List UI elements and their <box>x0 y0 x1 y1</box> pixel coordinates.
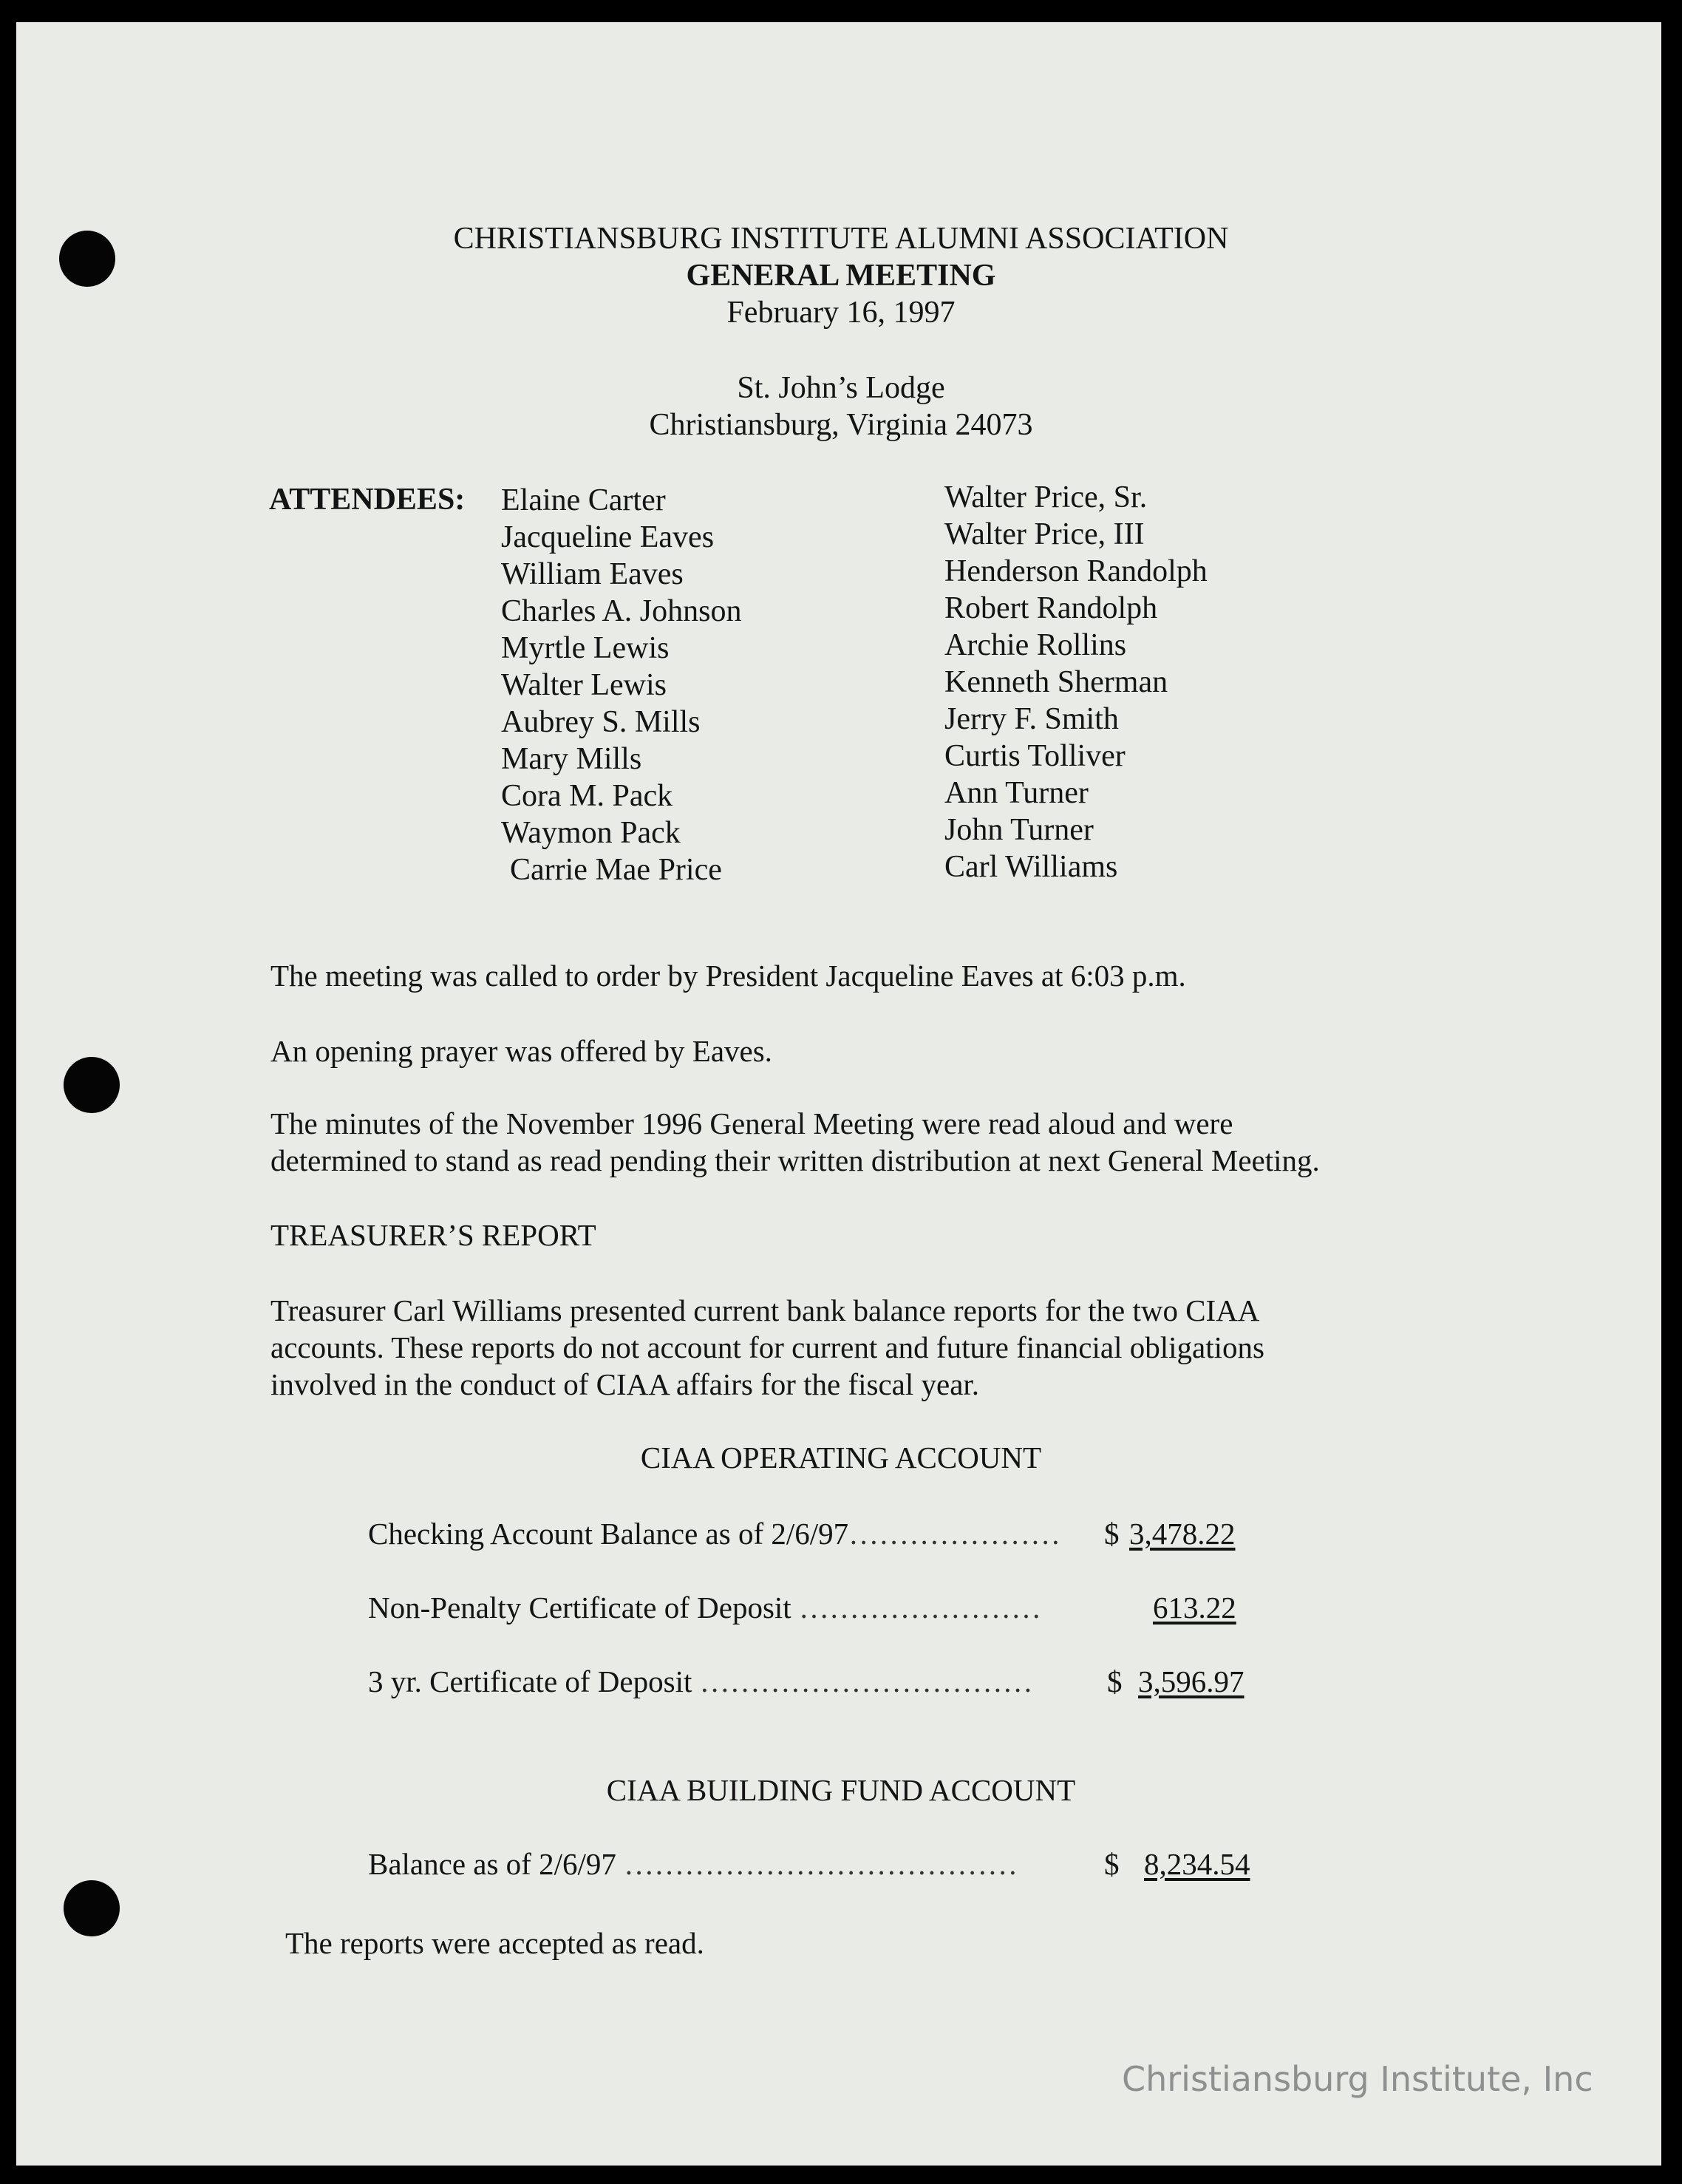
attendee-name: John Turner <box>944 813 1094 847</box>
attendee-name: Henderson Randolph <box>944 554 1208 588</box>
attendee-name: Aubrey S. Mills <box>501 705 701 739</box>
attendees-column-1 <box>501 482 742 888</box>
leader-dots: …………………………… <box>699 1664 1033 1698</box>
account-row-3yr-cd <box>368 1663 1255 1700</box>
attendee-name: Kenneth Sherman <box>944 665 1168 699</box>
meeting-date: February 16, 1997 <box>726 296 956 330</box>
punch-hole <box>64 1880 120 1936</box>
account-label: Non-Penalty Certificate of Deposit <box>368 1591 791 1625</box>
minutes-paragraph: The minutes of the November 1996 General Meeting were read aloud and were determined to stand as read pending their written distribution at next General Meeting. <box>270 1106 1320 1177</box>
account-amount: 3,478.22 <box>1129 1517 1236 1551</box>
account-amount: 8,234.54 <box>1144 1847 1250 1881</box>
account-label: 3 yr. Certificate of Deposit <box>368 1664 692 1698</box>
operating-account-title: CIAA OPERATING ACCOUNT <box>640 1440 1042 1474</box>
account-label: Balance as of 2/6/97 <box>368 1847 616 1881</box>
call-to-order-paragraph: The meeting was called to order by President Jacqueline Eaves at 6:03 p.m. <box>270 959 1186 993</box>
meeting-location <box>0 370 1682 443</box>
treasurer-report-heading: TREASURER’S REPORT <box>270 1218 596 1252</box>
attendee-name: Walter Price, III <box>944 517 1145 551</box>
attendee-name: Curtis Tolliver <box>944 739 1126 773</box>
treasurer-report-paragraph: Treasurer Carl Williams presented current bank balance reports for the two CIAA accounts. These reports do not account for current and future financial obligations involved in the conduct of CIAA affairs for the fiscal year. <box>270 1293 1264 1401</box>
prayer-paragraph: An opening prayer was offered by Eaves. <box>270 1034 772 1068</box>
organization-name: CHRISTIANSBURG INSTITUTE ALUMNI ASSOCIATION <box>453 222 1229 256</box>
attendee-name: Robert Randolph <box>944 591 1158 625</box>
document-header <box>0 220 1682 331</box>
closing-paragraph: The reports were accepted as read. <box>285 1926 704 1960</box>
account-amount: 613.22 <box>1153 1591 1236 1625</box>
attendee-name: Jacqueline Eaves <box>501 520 715 554</box>
attendee-name: Archie Rollins <box>944 628 1127 662</box>
attendee-name: Walter Lewis <box>501 668 667 702</box>
attendee-name: Waymon Pack <box>501 816 681 850</box>
attendee-name: Carrie Mae Price <box>510 853 722 887</box>
meeting-title: GENERAL MEETING <box>686 259 996 293</box>
attendee-name: Carl Williams <box>944 850 1118 884</box>
attendee-name: Mary Mills <box>501 742 642 776</box>
punch-hole <box>64 1057 120 1113</box>
attendee-name: William Eaves <box>501 557 684 591</box>
document-page <box>16 22 1661 2166</box>
attendees-label: ATTENDEES: <box>269 483 466 517</box>
attendee-name: Elaine Carter <box>501 483 666 517</box>
leader-dots: ………………… <box>848 1517 1061 1551</box>
venue-city: Christiansburg, Virginia 24073 <box>649 408 1033 442</box>
currency-symbol: $ <box>1107 1664 1123 1698</box>
attendee-name: Charles A. Johnson <box>501 594 742 628</box>
currency-symbol: $ <box>1104 1517 1120 1551</box>
account-row-building-fund <box>368 1845 1270 1882</box>
attendee-name: Walter Price, Sr. <box>944 480 1148 514</box>
attendee-name: Jerry F. Smith <box>944 702 1119 736</box>
leader-dots: ………………………………… <box>624 1847 1018 1881</box>
watermark-text: Christiansburg Institute, Inc <box>1122 2059 1593 2099</box>
account-row-non-penalty-cd <box>368 1589 1255 1626</box>
account-label: Checking Account Balance as of 2/6/97 <box>368 1517 849 1551</box>
venue-name: St. John’s Lodge <box>737 371 945 405</box>
leader-dots: …………………… <box>798 1591 1041 1625</box>
building-fund-title: CIAA BUILDING FUND ACCOUNT <box>606 1773 1076 1807</box>
account-row-checking <box>368 1515 1255 1552</box>
attendee-name: Cora M. Pack <box>501 779 673 813</box>
currency-symbol: $ <box>1104 1847 1120 1881</box>
attendee-name: Myrtle Lewis <box>501 631 670 665</box>
account-amount: 3,596.97 <box>1138 1664 1245 1698</box>
attendees-column-2 <box>944 479 1208 885</box>
attendee-name: Ann Turner <box>944 776 1089 810</box>
